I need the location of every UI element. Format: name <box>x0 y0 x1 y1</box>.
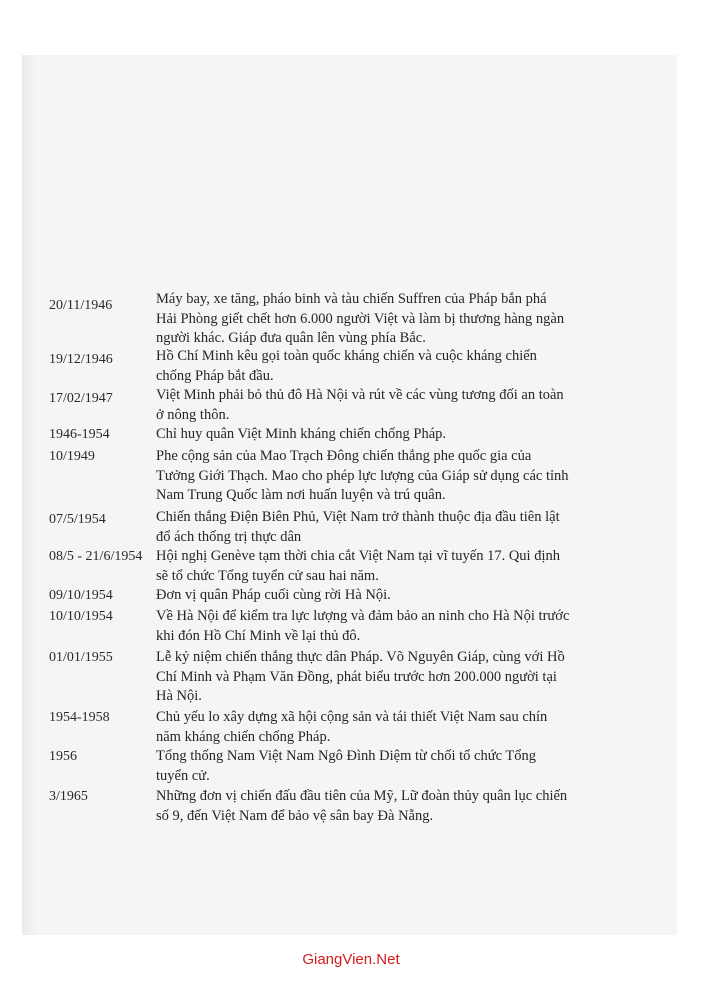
entry-description: Phe cộng sản của Mao Trạch Đông chiến thắng phe quốc gia của Tưởng Giới Thạch. Mao cho phép lực lượng của Giáp sử dụng các tỉnh Nam Trung Quốc làm nơi huấn luyện và trú quân. <box>156 448 569 503</box>
entry-description: Chỉ huy quân Việt Minh kháng chiến chống Pháp. <box>156 426 447 442</box>
entry-description: Máy bay, xe tăng, pháo binh và tàu chiến Suffren của Pháp bắn phá Hải Phòng giết chết hơn 6.000 người Việt và làm bị thương hàng ngàn người khác. Giáp đưa quân lên vùng phía Bắc. <box>156 291 565 346</box>
entry-date: 10/10/1954 <box>49 609 113 624</box>
entry-date: 3/1965 <box>49 789 88 804</box>
entry-date: 07/5/1954 <box>49 512 106 527</box>
entry-description: Hội nghị Genève tạm thời chia cắt Việt Nam tại vĩ tuyến 17. Qui định sẽ tổ chức Tổng tuyển cử sau hai năm. <box>156 548 560 584</box>
entry-date: 08/5 - 21/6/1954 <box>49 549 143 564</box>
entry-description: Việt Minh phải bỏ thủ đô Hà Nội và rút về các vùng tương đối an toàn ở nông thôn. <box>156 387 564 423</box>
entry-description: Chủ yếu lo xây dựng xã hội cộng sản và tái thiết Việt Nam sau chín năm kháng chiến chống Pháp. <box>156 709 548 745</box>
entry-description: Tổng thống Nam Việt Nam Ngô Đình Diệm từ chối tổ chức Tổng tuyển cử. <box>156 748 536 784</box>
entry-date: 19/12/1946 <box>49 352 113 367</box>
entry-description: Chiến thắng Điện Biên Phủ, Việt Nam trở thành thuộc địa đầu tiên lật đổ ách thống trị thực dân <box>156 509 560 545</box>
scanned-page <box>22 55 677 935</box>
entry-description: Về Hà Nội để kiểm tra lực lượng và đảm bảo an ninh cho Hà Nội trước khi đón Hồ Chí Minh về lại thủ đô. <box>156 608 570 644</box>
timeline-list <box>22 55 677 935</box>
entry-description: Những đơn vị chiến đấu đầu tiên của Mỹ, Lữ đoàn thủy quân lục chiến số 9, đến Việt Nam để bảo vệ sân bay Đà Nẵng. <box>156 788 568 824</box>
giangvien-link[interactable]: GiangVien.Net <box>302 951 400 968</box>
entry-description: Đơn vị quân Pháp cuối cùng rời Hà Nội. <box>156 587 391 603</box>
entry-date: 1954-1958 <box>49 710 110 725</box>
entry-date: 01/01/1955 <box>49 650 113 665</box>
entry-date: 20/11/1946 <box>49 298 113 313</box>
entry-date: 17/02/1947 <box>49 391 113 406</box>
entry-description: Lễ kỷ niệm chiến thắng thực dân Pháp. Võ Nguyên Giáp, cùng với Hồ Chí Minh và Phạm Văn Đồng, phát biểu trước hơn 200.000 người tại Hà Nội. <box>156 649 565 704</box>
entry-date: 09/10/1954 <box>49 588 113 603</box>
entry-date: 10/1949 <box>49 449 95 464</box>
entry-date: 1956 <box>49 749 77 764</box>
entry-date: 1946-1954 <box>49 427 110 442</box>
entry-description: Hồ Chí Minh kêu gọi toàn quốc kháng chiến và cuộc kháng chiến chống Pháp bắt đầu. <box>156 348 537 384</box>
